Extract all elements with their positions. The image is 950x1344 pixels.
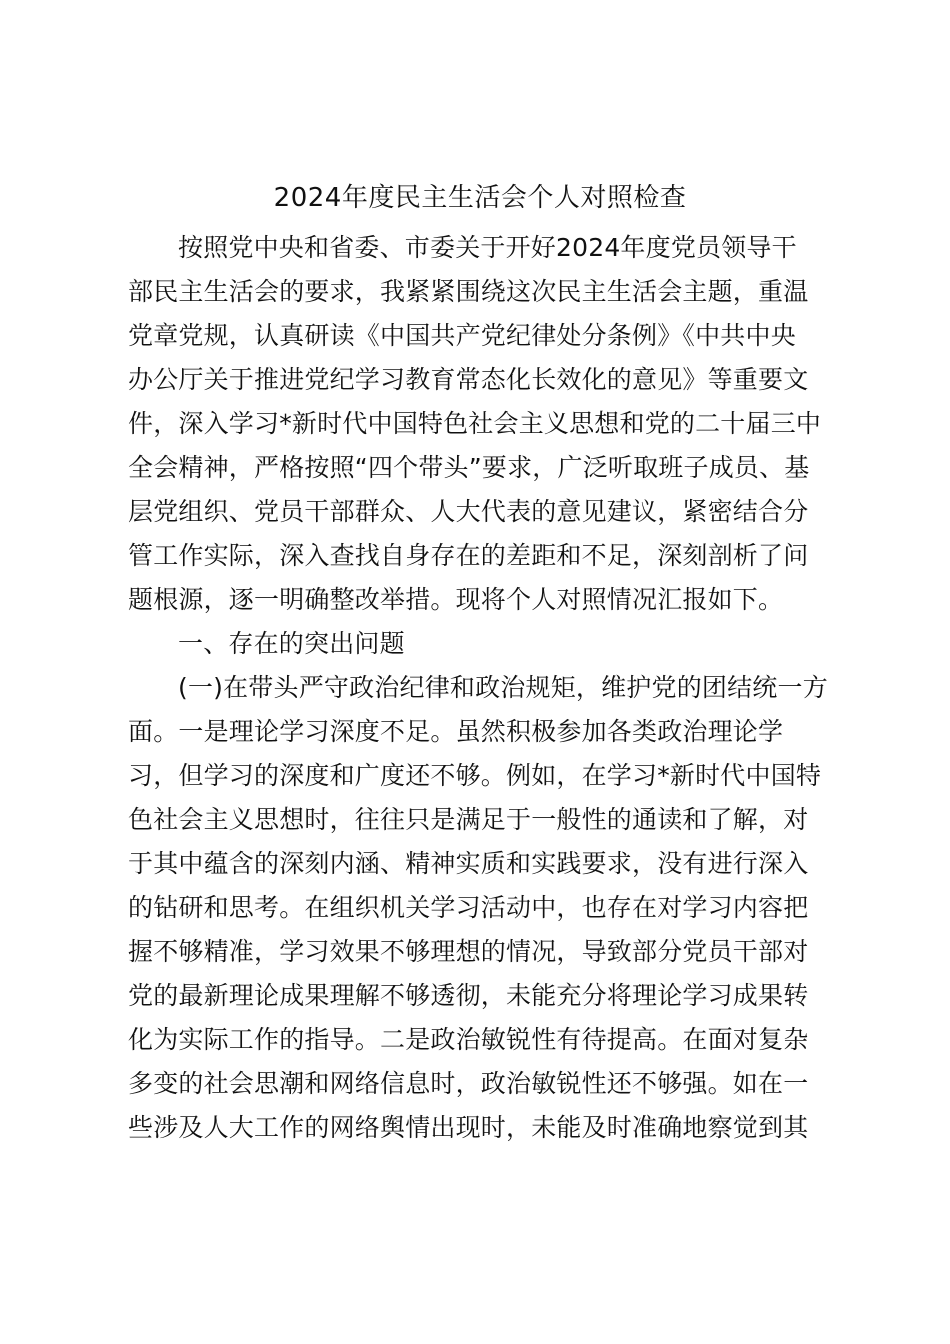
paragraph-line: 部民主生活会的要求，我紧紧围绕这次民主生活会主题，重温 [128, 277, 809, 306]
paragraph-line: 管工作实际，深入查找自身存在的差距和不足，深刻剖析了问 [128, 541, 809, 570]
paragraph-line: 多变的社会思潮和网络信息时，政治敏锐性还不够强。如在一 [128, 1069, 809, 1098]
paragraph-line: 题根源，逐一明确整改举措。现将个人对照情况汇报如下。 [128, 585, 784, 614]
paragraph-line: 件，深入学习*新时代中国特色社会主义思想和党的二十届三中 [128, 409, 822, 438]
paragraph-line: 层党组织、党员干部群众、人大代表的意见建议，紧密结合分 [128, 497, 809, 526]
paragraph-line: 的钻研和思考。在组织机关学习活动中，也存在对学习内容把 [128, 893, 809, 922]
paragraph-line: 全会精神，严格按照“四个带头”要求，广泛听取班子成员、基 [128, 453, 810, 482]
paragraph-line: 化为实际工作的指导。二是政治敏锐性有待提高。在面对复杂 [128, 1025, 809, 1054]
paragraph-line: 些涉及人大工作的网络舆情出现时，未能及时准确地察觉到其 [128, 1113, 809, 1142]
section-heading: 一、存在的突出问题 [178, 629, 405, 658]
paragraph-line: 握不够精准，学习效果不够理想的情况，导致部分党员干部对 [128, 937, 809, 966]
paragraph-line: 党的最新理论成果理解不够透彻，未能充分将理论学习成果转 [128, 981, 809, 1010]
paragraph-line: (一)在带头严守政治纪律和政治规矩，维护党的团结统一方 [178, 673, 828, 702]
paragraph-line: 党章党规，认真研读《中国共产党纪律处分条例》《中共中央 [128, 321, 796, 350]
paragraph-line: 面。一是理论学习深度不足。虽然积极参加各类政治理论学 [128, 717, 784, 746]
paragraph-line: 按照党中央和省委、市委关于开好2024年度党员领导干 [178, 233, 797, 262]
document-body [128, 226, 828, 1150]
paragraph-line: 色社会主义思想时，往往只是满足于一般性的通读和了解，对 [128, 805, 809, 834]
paragraph-line: 习，但学习的深度和广度还不够。例如，在学习*新时代中国特 [128, 761, 822, 790]
paragraph-line: 办公厅关于推进党纪学习教育常态化长效化的意见》等重要文 [128, 365, 809, 394]
document-title: 2024年度民主生活会个人对照检查 [273, 183, 687, 213]
paragraph-line: 于其中蕴含的深刻内涵、精神实质和实践要求，没有进行深入 [128, 849, 809, 878]
